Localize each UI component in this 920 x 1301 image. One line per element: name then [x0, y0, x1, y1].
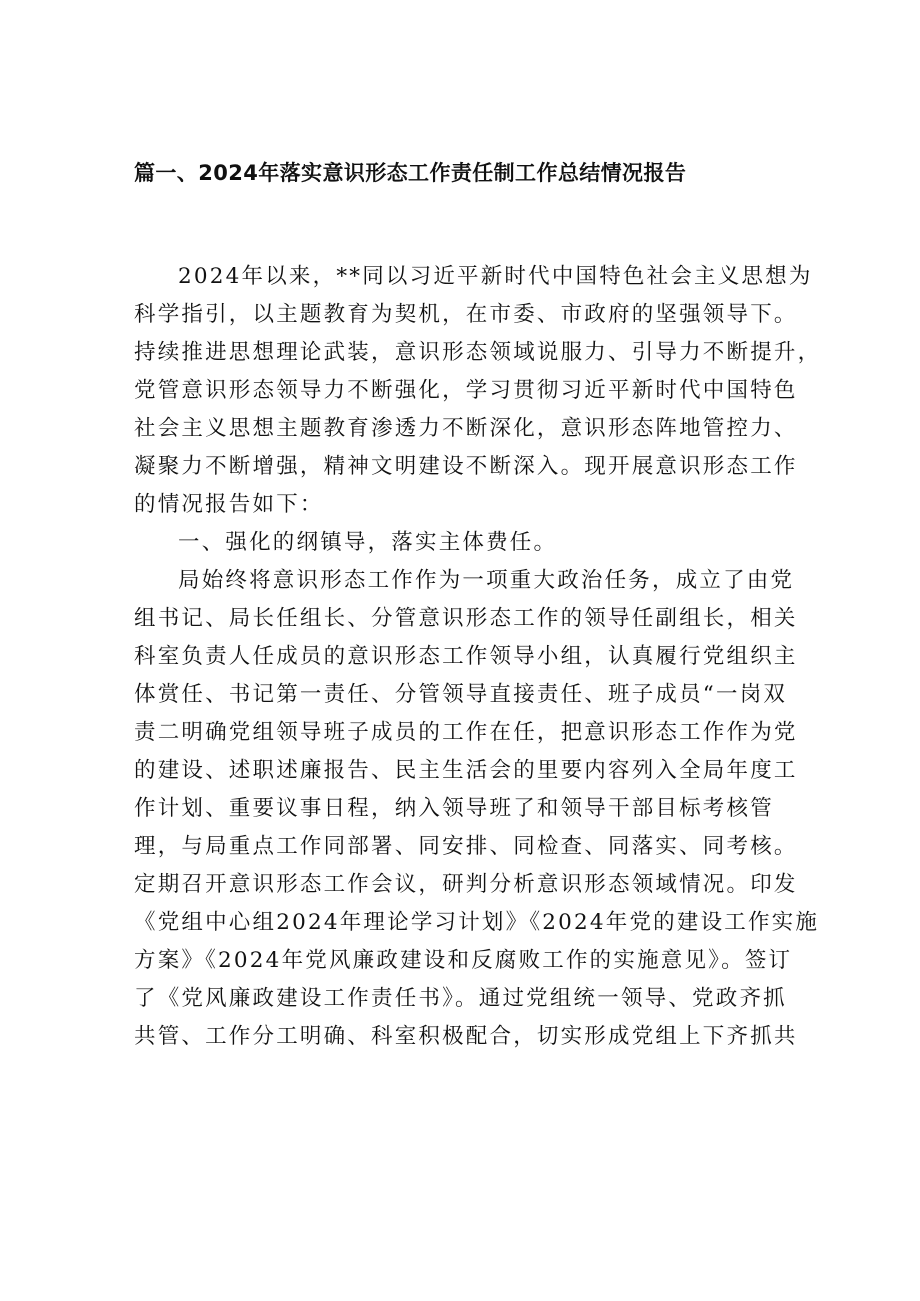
paragraph-line: 持续推进思想理论武装，意识形态领域说服力、引导力不断提升，: [134, 340, 822, 365]
paragraph-line: 作计划、重要议事日程，纳入领导班了和领导干部目标考核管: [134, 796, 774, 821]
paragraph-line: 组书记、局长任组长、分管意识形态工作的领导任副组长，相关: [134, 606, 798, 631]
paragraph-line: 责二明确党组领导班子成员的工作在任，把意识形态工作作为党: [134, 720, 798, 745]
document-title: 篇一、2024年落实意识形态工作责任制工作总结情况报告: [134, 161, 687, 185]
paragraph-line: 方案》《2024年党风廉政建设和反腐败工作的实施意见》。签订: [134, 948, 793, 973]
paragraph-line: 定期召开意识形态工作会议，研判分析意识形态领域情况。印发: [134, 872, 798, 897]
paragraph-line: 共管、工作分工明确、科室积极配合，切实形成党组上下齐抓共: [134, 1024, 798, 1049]
paragraph-line: 科学指引，以主题教育为契机，在市委、市政府的坚强领导下。: [134, 302, 798, 327]
paragraph-line: 2024年以来，**同以习近平新时代中国特色社会主义思想为: [178, 264, 813, 289]
section-heading: 一、强化的纲镇导，落实主体费任。: [178, 530, 558, 555]
paragraph-line: 党管意识形态领导力不断强化，学习贯彻习近平新时代中国特色: [134, 378, 798, 403]
paragraph-line: 局始终将意识形态工作作为一项重大政治任务，成立了由党: [178, 568, 795, 593]
paragraph-line: 体赏任、书记第一责任、分管领导直接责任、班子成员“一岗双: [134, 682, 788, 707]
document-body: [134, 258, 822, 1056]
paragraph-line: 了《党风廉政建设工作责任书》。通过党组统一领导、党政齐抓: [134, 986, 787, 1011]
paragraph-line: 社会主义思想主题教育渗透力不断深化，意识形态阵地管控力、: [134, 416, 798, 441]
paragraph-line: 凝聚力不断增强，精神文明建设不断深入。现开展意识形态工作: [134, 454, 798, 479]
paragraph-line: 《党组中心组2024年理论学习计划》《2024年党的建设工作实施: [134, 910, 820, 935]
paragraph-line: 的情况报告如下：: [134, 492, 324, 517]
paragraph-line: 理，与局重点工作同部署、同安排、同检查、同落实、同考核。: [134, 834, 798, 859]
paragraph-line: 的建设、述职述廉报告、民主生活会的里要内容列入全局年度工: [134, 758, 798, 783]
paragraph-line: 科室负责人任成员的意识形态工作领导小组，认真履行党组织主: [134, 644, 798, 669]
